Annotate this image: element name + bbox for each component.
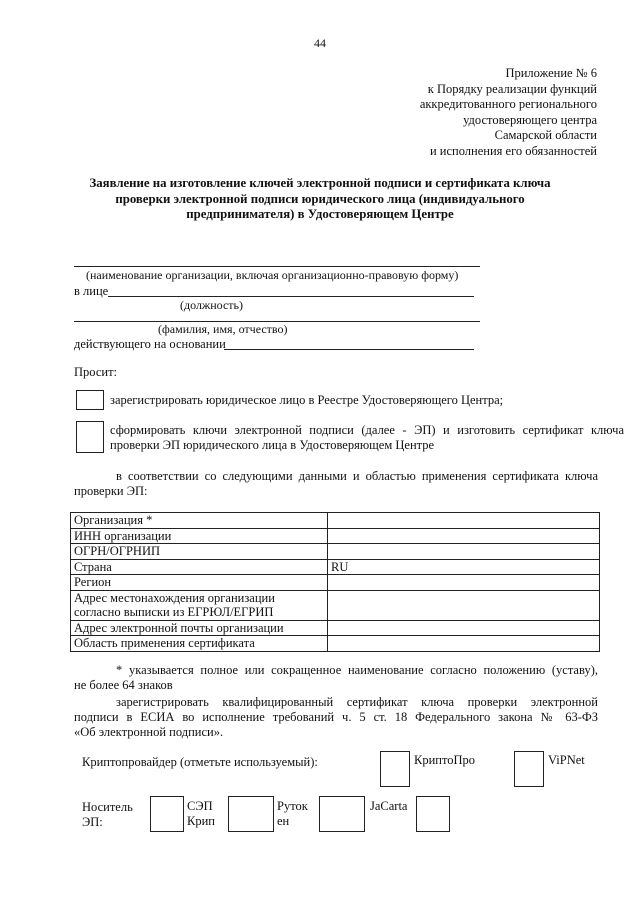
request-label: Просит: (74, 365, 118, 379)
table-value-cell[interactable] (328, 636, 600, 652)
table-label-line: Адрес местонахождения организации (74, 590, 275, 605)
table-row (71, 513, 600, 529)
table-value-cell[interactable] (328, 575, 600, 591)
table-value-cell[interactable] (328, 513, 600, 529)
table-row (71, 636, 600, 652)
footnote-line1: * указывается полное или сокращенное наименование согласно положению (уставу), (116, 663, 598, 677)
appendix-line: удостоверяющего центра (463, 112, 597, 127)
table-label-cell: Страна (71, 559, 328, 575)
table-value-cell[interactable] (328, 544, 600, 560)
position-field[interactable] (108, 296, 474, 297)
rutoken-label-line1: Руток (277, 799, 308, 813)
esia-text-line1: зарегистрировать квалифицированный сертификат ключа проверки электронной (116, 695, 598, 709)
table-value-cell[interactable]: RU (328, 559, 600, 575)
position-hint: (должность) (180, 298, 243, 312)
esia-text-line3: «Об электронной подписи». (74, 725, 224, 739)
jacarta-extra-checkbox[interactable] (416, 796, 450, 832)
table-value-cell[interactable] (328, 590, 600, 620)
sep-crypto-checkbox[interactable] (150, 796, 184, 832)
accordance-text-line1: в соответствии со следующими данными и областью применения сертификата ключа (116, 469, 598, 483)
register-checkbox[interactable] (76, 390, 104, 410)
rutoken-label-line2: ен (277, 814, 290, 828)
full-name-hint: (фамилия, имя, отчество) (158, 322, 288, 336)
vipnet-label: ViPNet (548, 753, 585, 767)
vipnet-checkbox[interactable] (514, 751, 544, 787)
table-label-line: согласно выписки из ЕГРЮЛ/ЕГРИП (74, 605, 274, 619)
title-line: предпринимателя) в Удостоверяющем Центре (186, 207, 454, 222)
table-label-cell: Адрес электронной почты организации (71, 620, 328, 636)
basis-label: действующего на основании (74, 337, 226, 351)
document-title (0, 176, 640, 223)
jacarta-label: JaCarta (370, 799, 408, 813)
certificate-data-table (70, 512, 600, 652)
carrier-label-line2: ЭП: (82, 815, 103, 829)
accordance-text-line2: проверки ЭП: (74, 484, 148, 498)
title-line: Заявление на изготовление ключей электронной подписи и сертификата ключа (89, 176, 551, 190)
footnote-line2: не более 64 знаков (74, 678, 173, 692)
carrier-label-line1: Носитель (82, 800, 133, 814)
appendix-line: Самарской области (494, 128, 597, 143)
rutoken-checkbox[interactable] (228, 796, 274, 832)
org-name-hint: (наименование организации, включая организационно-правовую форму) (86, 268, 459, 282)
page-number: 44 (314, 36, 326, 50)
table-row (71, 544, 600, 560)
basis-field[interactable] (224, 349, 474, 350)
table-row (71, 575, 600, 591)
table-value-cell[interactable] (328, 620, 600, 636)
in-person-label: в лице (74, 284, 109, 298)
table-label-cell (71, 590, 328, 620)
jacarta-checkbox[interactable] (319, 796, 365, 832)
appendix-header (420, 66, 597, 160)
appendix-line: и исполнения его обязанностей (429, 143, 597, 158)
table-label-cell: Организация * (71, 513, 328, 529)
table-row (71, 590, 600, 620)
table-row (71, 620, 600, 636)
appendix-line: аккредитованного регионального (419, 97, 597, 112)
table-row (71, 559, 600, 575)
table-label-cell: ОГРН/ОГРНИП (71, 544, 328, 560)
sep-crypto-label-line1: СЭП (187, 799, 213, 813)
table-row (71, 528, 600, 544)
table-label-cell: Область применения сертификата (71, 636, 328, 652)
esia-text-line2: подписи в ЕСИА во исполнение требований ч. 5 ст. 18 Федерального закона № 63-ФЗ (74, 710, 598, 724)
title-line: проверки электронной подписи юридического лица (индивидуального (115, 191, 525, 206)
sep-crypto-label-line2: Крип (187, 814, 215, 828)
cryptopro-checkbox[interactable] (380, 751, 410, 787)
register-option-text: зарегистрировать юридическое лицо в Реестре Удостоверяющего Центра; (110, 393, 504, 407)
org-name-field[interactable] (74, 266, 480, 267)
appendix-line: к Порядку реализации функций (427, 81, 597, 96)
table-value-cell[interactable] (328, 528, 600, 544)
crypto-provider-label: Криптопровайдер (отметьте используемый): (82, 755, 318, 769)
appendix-line: Приложение № 6 (505, 66, 597, 80)
table-label-cell: ИНН организации (71, 528, 328, 544)
cryptopro-label: КриптоПро (414, 753, 476, 767)
generate-keys-checkbox[interactable] (76, 421, 104, 453)
table-label-cell: Регион (71, 575, 328, 591)
generate-keys-text-line1: сформировать ключи электронной подписи (далее - ЭП) и изготовить сертификат ключа (110, 423, 624, 437)
generate-keys-text-line2: проверки ЭП юридического лица в Удостоверяющем Центре (110, 438, 435, 452)
